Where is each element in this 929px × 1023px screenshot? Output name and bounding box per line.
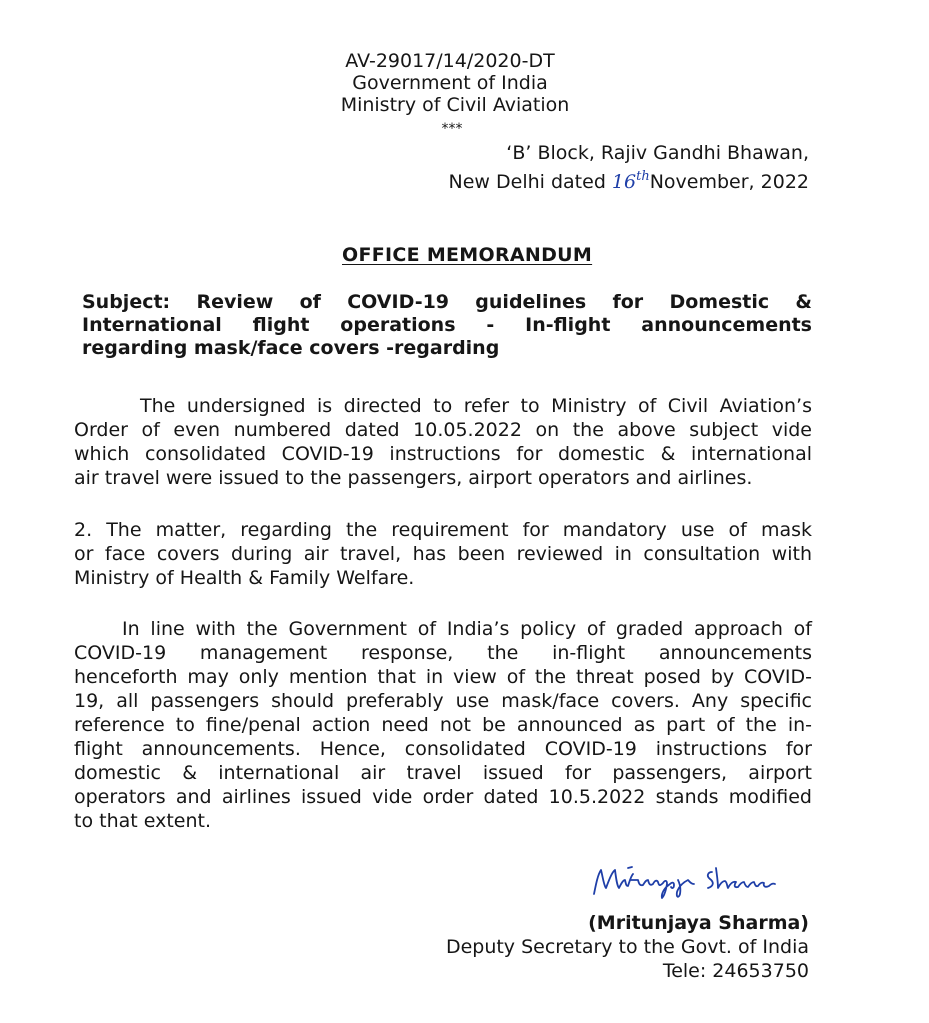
paragraph-line: Order of even numbered dated 10.05.2022 on the above subject vide: [74, 419, 812, 441]
paragraph-line: or face covers during air travel, has been reviewed in consultation with: [74, 543, 812, 565]
paragraph-line: COVID-19 management response, the in-flight announcements: [74, 642, 812, 664]
paragraph-line: air travel were issued to the passengers, airport operators and airlines.: [74, 467, 753, 489]
paragraph-line: Ministry of Health & Family Welfare.: [74, 567, 415, 589]
signatory-designation: Deputy Secretary to the Govt. of India: [445, 936, 809, 958]
date-rest: November, 2022: [649, 171, 809, 193]
paragraph-line: flight announcements. Hence, consolidated COVID-19 instructions for: [74, 738, 812, 760]
paragraph-2: [74, 518, 812, 590]
paragraph-line: The undersigned is directed to refer to Ministry of Civil Aviation’s: [140, 395, 812, 417]
separator: ***: [441, 121, 463, 137]
paragraph-line: which consolidated COVID-19 instructions for domestic & international: [74, 443, 812, 465]
paragraph-line: henceforth may only mention that in view of the threat posed by COVID-: [74, 666, 812, 688]
subject-line: regarding mask/face covers -regarding: [82, 337, 500, 359]
paragraph-line: In line with the Government of India’s policy of graded approach of: [122, 618, 812, 640]
paragraph-3: [74, 617, 812, 833]
handwritten-date: [612, 171, 650, 193]
subject-line: Subject: Review of COVID-19 guidelines for Domestic &: [82, 291, 812, 313]
date-day: 16: [611, 171, 637, 193]
paragraph-line: operators and airlines issued vide order dated 10.5.2022 stands modified: [74, 786, 812, 808]
paragraph-line: reference to fine/penal action need not be announced as part of the in-: [74, 714, 812, 736]
ministry-line: Ministry of Civil Aviation: [340, 94, 570, 116]
date-line: [449, 166, 809, 193]
paragraph-line: to that extent.: [74, 810, 212, 832]
paragraph-1: [74, 394, 812, 490]
government-line: Government of India: [352, 72, 548, 94]
subject-block: [82, 291, 812, 360]
handwritten-signature: [588, 858, 798, 902]
memo-title: OFFICE MEMORANDUM: [342, 244, 593, 266]
subject-line: International flight operations - In-flight announcements: [82, 314, 812, 336]
date-suffix: th: [636, 169, 650, 184]
address-line: ‘B’ Block, Rajiv Gandhi Bhawan,: [506, 142, 809, 164]
paragraph-line: domestic & international air travel issued for passengers, airport: [74, 762, 812, 784]
signatory-name: (Mritunjaya Sharma): [588, 912, 809, 934]
date-prefix: New Delhi dated: [448, 171, 606, 193]
telephone: Tele: 24653750: [662, 960, 809, 982]
file-number: AV-29017/14/2020-DT: [345, 50, 555, 72]
paragraph-line: 2. The matter, regarding the requirement for mandatory use of mask: [74, 519, 812, 541]
paragraph-line: 19, all passengers should preferably use mask/face covers. Any specific: [74, 690, 812, 712]
